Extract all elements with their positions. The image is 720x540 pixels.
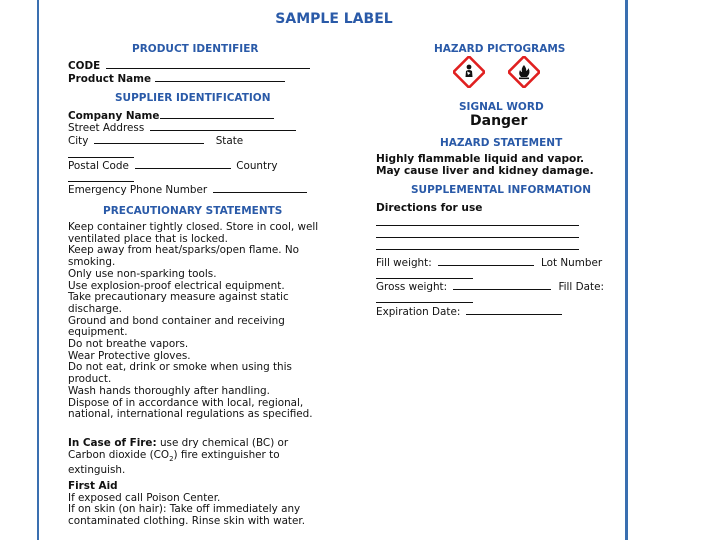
fill-date-blank: [376, 302, 473, 303]
supplier-identification-header: SUPPLIER IDENTIFICATION: [115, 92, 271, 104]
fill-weight-blank: [438, 257, 534, 266]
precautionary-list: [68, 222, 326, 421]
code-label: CODE: [68, 60, 101, 72]
company-name-field: [68, 110, 274, 122]
first-aid: [68, 481, 326, 528]
company-name-label: Company Name: [68, 110, 160, 122]
precaution-item: Do not eat, drink or smoke when using this product.: [68, 361, 292, 386]
precaution-item: Dispose of in accordance with local, regional, national, international regulations as specified.: [68, 396, 313, 421]
street-address-label: Street Address: [68, 122, 145, 134]
fill-weight-field: [376, 257, 602, 269]
code-field: [68, 60, 310, 72]
fire-text-1: use dry chemical (BC) or Carbon dioxide (CO: [68, 437, 289, 461]
hazard-statement-line: Highly flammable liquid and vapor.: [376, 153, 585, 165]
product-identifier-header: PRODUCT IDENTIFIER: [132, 43, 259, 55]
precaution-item: Wash hands thoroughly after handling.: [68, 384, 270, 397]
expiration-date-label: Expiration Date:: [376, 306, 461, 318]
state-blank: [68, 157, 134, 158]
first-aid-label: First Aid: [68, 480, 118, 492]
product-name-field: [68, 73, 285, 85]
postal-country-field: [68, 160, 278, 172]
fill-weight-label: Fill weight:: [376, 257, 432, 269]
fill-date-label: Fill Date:: [558, 281, 604, 293]
lot-number-blank: [376, 278, 473, 279]
fire-label: In Case of Fire:: [68, 437, 157, 449]
expiration-date-blank: [466, 306, 562, 315]
postal-code-label: Postal Code: [68, 160, 129, 172]
city-label: City: [68, 135, 89, 147]
precaution-item: Keep away from heat/sparks/open flame. No smoking.: [68, 244, 300, 269]
hazard-statement-header: HAZARD STATEMENT: [440, 137, 563, 149]
precaution-item: Only use non-sparking tools.: [68, 267, 217, 280]
emergency-phone-blank: [213, 184, 307, 193]
emergency-phone-label: Emergency Phone Number: [68, 184, 208, 196]
first-aid-line: If on skin (on hair): Take off immediately any contaminated clothing. Rinse skin with water.: [68, 503, 306, 528]
directions-line: [376, 225, 579, 226]
gross-weight-field: [376, 281, 604, 293]
precaution-item: Use explosion-proof electrical equipment.: [68, 279, 285, 292]
country-label: Country: [236, 160, 278, 172]
code-blank: [106, 60, 310, 69]
precaution-item: Keep container tightly closed. Store in cool, well ventilated place that is locked.: [68, 221, 319, 245]
signal-word-header: SIGNAL WORD: [459, 101, 544, 113]
fire-text-2: ) fire extinguisher to extinguish.: [68, 448, 280, 477]
city-state-field: [68, 135, 243, 147]
signal-word-value: Danger: [470, 113, 528, 129]
precaution-item: Take precautionary measure against static discharge.: [68, 291, 289, 315]
lot-number-label: Lot Number: [541, 257, 603, 269]
precaution-item: Ground and bond container and receiving equipment.: [68, 314, 285, 339]
health-hazard-icon: [453, 56, 485, 88]
label-title: SAMPLE LABEL: [275, 11, 393, 27]
fire-instructions: [68, 438, 326, 477]
hazard-statement-line: May cause liver and kidney damage.: [376, 165, 594, 177]
state-label: State: [215, 135, 244, 147]
city-blank: [94, 135, 204, 144]
gross-weight-label: Gross weight:: [376, 281, 448, 293]
street-address-field: [68, 122, 296, 134]
precaution-item: Do not breathe vapors.: [68, 338, 189, 351]
precautionary-statements-header: PRECAUTIONARY STATEMENTS: [103, 205, 283, 217]
product-name-label: Product Name: [68, 73, 152, 85]
flame-icon: [508, 56, 540, 88]
postal-code-blank: [135, 160, 231, 169]
country-blank: [68, 181, 134, 182]
supplemental-information-header: SUPPLEMENTAL INFORMATION: [411, 184, 591, 196]
expiration-date-field: [376, 306, 562, 318]
directions-line: [376, 249, 579, 250]
gross-weight-blank: [453, 281, 551, 290]
first-aid-line: If exposed call Poison Center.: [68, 491, 221, 504]
product-name-blank: [155, 73, 285, 82]
company-name-blank: [160, 110, 274, 119]
street-address-blank: [150, 122, 296, 131]
fire-sub: 2: [169, 454, 174, 463]
directions-line: [376, 237, 579, 238]
emergency-phone-field: [68, 184, 307, 196]
directions-for-use-label: Directions for use: [376, 202, 483, 214]
precaution-item: Wear Protective gloves.: [68, 349, 191, 362]
hazard-pictograms-header: HAZARD PICTOGRAMS: [434, 43, 566, 55]
